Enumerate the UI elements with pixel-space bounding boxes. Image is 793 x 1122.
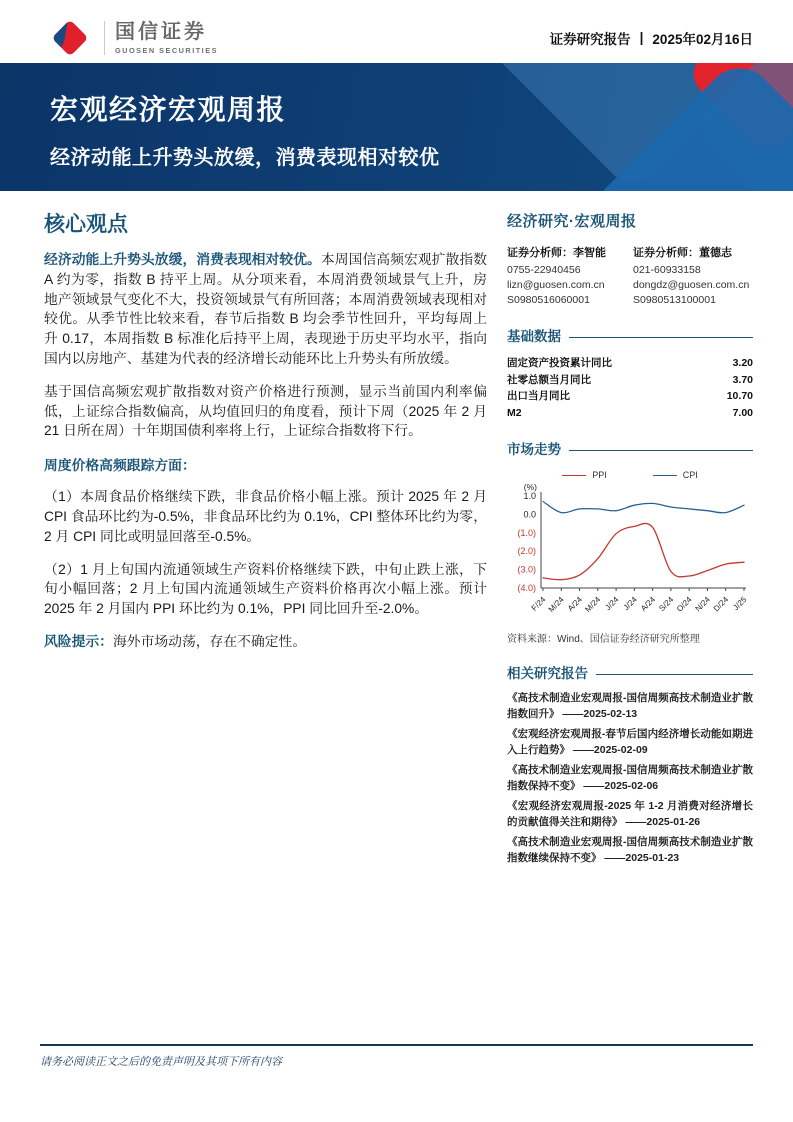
svg-text:D/24: D/24 (711, 595, 731, 614)
analyst-name: 证券分析师：李智能 (507, 247, 606, 259)
related-reports-list (507, 691, 753, 866)
risk-note (44, 632, 487, 652)
weekly-price-subheading: 周度价格高频跟踪方面： (44, 458, 196, 474)
svg-text:(2.0): (2.0) (517, 546, 536, 557)
logo-divider (104, 21, 105, 55)
report-subtitle: 经济动能上升势头放缓，消费表现相对较优 (50, 147, 440, 169)
sidebar-section-title: 经济研究·宏观周报 (507, 213, 637, 230)
guosen-logo-mark-icon (44, 15, 94, 61)
logo-en-text: GUOSEN SECURITIES (115, 45, 218, 55)
analyst-card (507, 244, 627, 308)
svg-text:(%): (%) (523, 482, 537, 492)
basic-data-value: 10.70 (726, 390, 753, 402)
basic-data-value: 7.00 (732, 406, 753, 419)
paragraph-ppi: （2）1 月上旬国内流通领域生产资料价格继续下跌，中旬止跌上涨，下旬小幅回落；2 月上旬国内流通领域生产资料价格再次小幅上涨。预计 2025 年 2 月国内 PPI 环比约为 0.1%，PPI 同比回升至-2.0%。 (44, 561, 487, 617)
analyst-email: dongdz@guosen.com.cn (633, 279, 750, 291)
basic-data-label: M2 (507, 406, 522, 419)
legend-label: CPI (682, 470, 698, 480)
series-line-ppi (543, 523, 744, 579)
basic-data-heading: 基础数据 (507, 325, 753, 345)
svg-text:1.0: 1.0 (523, 491, 536, 501)
svg-text:M/24: M/24 (583, 595, 603, 614)
analyst-email: lizn@guosen.com.cn (507, 279, 605, 291)
paragraph-summary (44, 250, 487, 369)
page-footer (40, 1044, 753, 1069)
logo-text (115, 21, 218, 55)
analysts-block (507, 244, 753, 308)
svg-text:(3.0): (3.0) (517, 564, 536, 575)
meta-divider: | (639, 30, 644, 45)
svg-text:A/24: A/24 (639, 595, 658, 614)
svg-text:J/24: J/24 (621, 595, 639, 613)
report-meta (550, 28, 753, 48)
core-viewpoints-column (44, 208, 487, 871)
risk-body: 海外市场动荡，存在不确定性。 (112, 633, 307, 649)
analyst-cert-id: S0980516060001 (507, 294, 590, 306)
basic-data-table (507, 355, 753, 421)
series-line-cpi (543, 502, 744, 513)
paragraph-lead: 经济动能上升势头放缓，消费表现相对较优。 (44, 252, 321, 267)
basic-data-value: 3.20 (732, 357, 753, 369)
analyst-cert-id: S0980513100001 (633, 294, 716, 306)
ppi-cpi-line-chart (507, 482, 753, 622)
related-report-item: 《宏观经济宏观周报-春节后国内经济增长动能如期进入上行趋势》 ——2025-02-09 (507, 728, 753, 756)
related-report-item: 《宏观经济宏观周报-2025 年 1-2 月消费对经济增长的贡献值得关注和期待》 ——2025-01-26 (507, 800, 753, 828)
content (0, 191, 793, 871)
svg-text:O/24: O/24 (674, 595, 694, 614)
svg-text:J/24: J/24 (603, 595, 621, 613)
svg-text:J/25: J/25 (731, 595, 749, 613)
legend-swatch (562, 475, 586, 476)
market-trend-heading: 市场走势 (507, 438, 753, 458)
svg-text:(1.0): (1.0) (517, 527, 536, 538)
related-report-item: 《高技术制造业宏观周报-国信周频高技术制造业扩散指数保持不变》 ——2025-02-06 (507, 764, 753, 792)
svg-text:S/24: S/24 (657, 595, 676, 614)
svg-text:M/24: M/24 (546, 595, 566, 614)
basic-data-label: 固定资产投资累计同比 (507, 357, 612, 369)
basic-data-label: 出口当月同比 (507, 390, 570, 402)
analyst-phone: 021-60933158 (633, 264, 701, 276)
chart-source-note: 资料来源：Wind、国信证券经济研究所整理 (507, 634, 700, 645)
basic-data-value: 3.70 (732, 373, 753, 386)
sidebar (507, 208, 753, 871)
related-report-item: 《高技术制造业宏观周报-国信周频高技术制造业扩散指数回升》 ——2025-02-13 (507, 692, 753, 720)
related-reports-heading: 相关研究报告 (507, 662, 753, 682)
related-report-item: 《高技术制造业宏观周报-国信周频高技术制造业扩散指数继续保持不变》 ——2025-01-23 (507, 836, 753, 864)
banner-text (0, 63, 793, 170)
disclaimer-text: 请务必阅读正文之后的免责声明及其项下所有内容 (40, 1056, 282, 1068)
paragraph-forecast: 基于国信高频宏观扩散指数对资产价格进行预测，显示当前国内利率偏低，上证综合指数偏高，从均值回归的角度看，预计下周（2025 年 2 月 21 日所在周）十年期国债利率将上行，上证综合指数将下行。 (44, 383, 487, 439)
report-type-label: 证券研究报告 (549, 31, 631, 47)
title-banner (0, 63, 793, 191)
svg-text:A/24: A/24 (565, 595, 584, 614)
core-viewpoints-heading: 核心观点 (44, 213, 128, 236)
chart-legend (507, 470, 753, 480)
basic-data-row (507, 405, 753, 422)
paragraph-cpi: （1）本周食品价格继续下跌，非食品价格小幅上涨。预计 2025 年 2 月 CPI 食品环比约为-0.5%，非食品环比约为 0.1%，CPI 整体环比约为零，2 月 CPI 同比或明显回落至-0.5%。 (44, 489, 487, 544)
page-header (0, 0, 793, 63)
report-title: 宏观经济宏观周报 (50, 94, 287, 125)
guosen-logo (44, 15, 218, 61)
legend-label: PPI (592, 470, 607, 480)
analyst-phone: 0755-22940456 (507, 264, 581, 276)
legend-swatch (653, 475, 677, 476)
report-date: 2025年02月16日 (652, 31, 753, 47)
analyst-name: 证券分析师：董德志 (633, 247, 732, 259)
legend-item-cpi (653, 470, 698, 480)
legend-item-ppi (562, 470, 607, 480)
basic-data-row (507, 355, 753, 372)
basic-data-row (507, 388, 753, 405)
risk-label: 风险提示： (44, 633, 113, 649)
svg-text:F/24: F/24 (529, 595, 548, 613)
analyst-card (633, 244, 753, 308)
basic-data-row (507, 372, 753, 389)
market-trend-chart (507, 470, 753, 645)
basic-data-label: 社零总额当月同比 (507, 373, 591, 386)
svg-text:N/24: N/24 (693, 595, 712, 614)
svg-text:(4.0): (4.0) (517, 583, 536, 593)
paragraph-body: 本周国信高频宏观扩散指数 A 约为零，指数 B 持平上周。从分项来看，本周消费领域景气上升，房地产领域景气变化不大，投资领域景气有所回落；本周消费领域表现相对较优。从季节性比较来看，春节后指数 B 均会季节性回升，平均每周上升 0.17，本周指数 B 标准化后持平上周，表现逊于历史平均水平，指向国内以房地产、基建为代表的经济增长动能环比上升势头有所放缓。 (44, 252, 488, 366)
svg-text:0.0: 0.0 (523, 509, 536, 520)
logo-cn-text: 国信证券 (115, 20, 207, 43)
